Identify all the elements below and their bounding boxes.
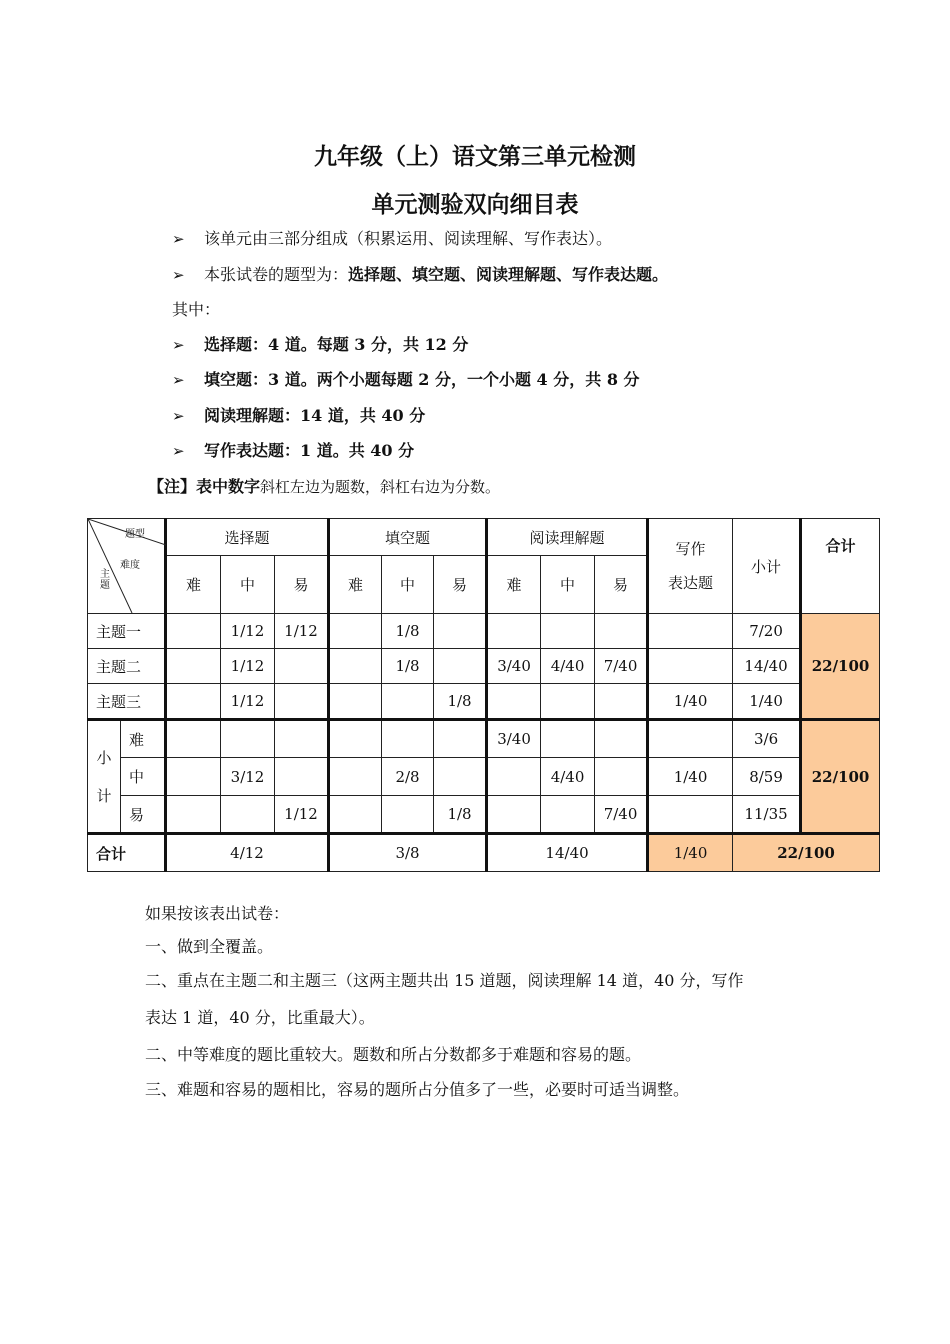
table-cell: 1/40 [648,684,733,720]
total-fill: 3/8 [329,834,487,872]
arrow-icon: ➢ [172,266,185,284]
table-cell: 1/8 [434,684,487,720]
table-row [88,720,880,758]
conclusion-line-5: 三、难题和容易的题相比，容易的题所占分值多了一些，必要时可适当调整。 [145,1080,690,1099]
table-cell: 2/8 [382,758,434,796]
table-cell [434,720,487,758]
conclusion-line-4: 二、中等难度的题比重较大。题数和所占分数都多于难题和容易的题。 [145,1045,642,1064]
table-cell [329,614,382,649]
table-cell [275,649,329,684]
header-level-1-2: 易 [434,556,487,614]
topic-label: 主题一 [88,614,166,649]
table-cell: 4/40 [541,649,595,684]
intro-bullet-3: ➢ 选择题：4 道。每题 3 分，共 12 分 [172,335,469,354]
header-level-0-0: 难 [166,556,221,614]
table-cell [329,684,382,720]
table-cell [166,649,221,684]
table-cell: 1/8 [382,649,434,684]
table-cell [595,684,648,720]
header-choice: 选择题 [166,519,329,556]
arrow-icon: ➢ [172,371,185,389]
arrow-icon: ➢ [172,230,185,248]
table-cell: 14/40 [733,649,801,684]
table-cell: 1/12 [221,614,275,649]
table-cell [329,758,382,796]
table-cell [595,720,648,758]
table-cell [595,614,648,649]
subtotal-group-label: 小 计 [88,720,121,834]
table-cell [329,720,382,758]
table-cell: 3/40 [487,720,541,758]
intro-bullet-5: ➢ 阅读理解题：14 道，共 40 分 [172,406,426,425]
table-cell: 7/40 [595,649,648,684]
header-reading: 阅读理解题 [487,519,648,556]
subtotal-total: 22/100 [801,720,880,834]
intro-bullet-2: ➢ 本张试卷的题型为：选择题、填空题、阅读理解题、写作表达题。 [172,265,669,284]
table-row [88,758,880,796]
table-cell [275,720,329,758]
header-writing: 写作 表达题 [648,519,733,614]
table-cell [166,614,221,649]
table-cell [166,758,221,796]
header-level-0-1: 中 [221,556,275,614]
table-cell [166,720,221,758]
intro-bullet-1: ➢ 该单元由三部分组成（积累运用、阅读理解、写作表达）。 [172,229,613,248]
table-cell [648,649,733,684]
header-level-2-2: 易 [595,556,648,614]
table-cell [487,614,541,649]
table-cell [221,796,275,834]
table-cell [595,758,648,796]
table-cell [541,796,595,834]
topic-label: 主题二 [88,649,166,684]
corner-difficulty: 难度 [120,560,140,571]
table-cell [382,796,434,834]
table-row [88,796,880,834]
table-cell: 4/40 [541,758,595,796]
table-cell: 3/40 [487,649,541,684]
table-cell [434,614,487,649]
level-label: 难 [121,720,166,758]
corner-type: 题型 [125,529,145,540]
table-cell [541,684,595,720]
table-cell [166,684,221,720]
topic-total: 22/100 [801,614,880,720]
arrow-icon: ➢ [172,442,185,460]
conclusion-line-3: 表达 1 道，40 分，比重最大）。 [145,1008,375,1027]
table-cell [487,796,541,834]
header-level-2-1: 中 [541,556,595,614]
table-cell [329,796,382,834]
table-cell: 1/12 [221,684,275,720]
table-cell: 3/6 [733,720,801,758]
conclusion-line-1: 一、做到全覆盖。 [145,937,274,956]
table-cell: 3/12 [221,758,275,796]
conclusion-line-0: 如果按该表出试卷： [145,904,290,923]
total-choice: 4/12 [166,834,329,872]
total-grand: 22/100 [733,834,880,872]
table-cell [382,684,434,720]
page-title: 九年级（上）语文第三单元检测 [314,144,636,170]
page-subtitle: 单元测验双向细目表 [371,192,579,218]
table-cell [541,720,595,758]
table-cell [434,758,487,796]
total-row-label: 合计 [88,834,166,872]
total-reading: 14/40 [487,834,648,872]
table-row [88,614,880,649]
table-cell [221,720,275,758]
table-cell [166,796,221,834]
header-subtotal: 小计 [733,519,801,614]
table-cell: 1/40 [648,758,733,796]
header-level-2-0: 难 [487,556,541,614]
table-cell: 1/12 [275,796,329,834]
level-label: 中 [121,758,166,796]
topic-label: 主题三 [88,684,166,720]
header-total: 合计 [801,519,880,614]
intro-bullet-4: ➢ 填空题：3 道。两个小题每题 2 分，一个小题 4 分，共 8 分 [172,370,640,389]
table-cell [275,758,329,796]
table-note: 【注】表中数字斜杠左边为题数，斜杠右边为分数。 [148,477,501,496]
header-level-1-0: 难 [329,556,382,614]
table-cell [487,684,541,720]
table-cell: 1/12 [275,614,329,649]
table-cell [648,614,733,649]
total-writing: 1/40 [648,834,733,872]
table-cell [382,720,434,758]
table-cell: 1/8 [382,614,434,649]
header-level-1-1: 中 [382,556,434,614]
level-label: 易 [121,796,166,834]
detail-table [87,518,880,872]
table-cell: 7/40 [595,796,648,834]
table-cell [648,796,733,834]
table-cell [329,649,382,684]
table-cell: 8/59 [733,758,801,796]
table-cell: 7/20 [733,614,801,649]
table-cell [275,684,329,720]
table-row [88,684,880,720]
intro-bullet-6: ➢ 写作表达题：1 道。共 40 分 [172,441,415,460]
table-cell [487,758,541,796]
table-cell: 1/40 [733,684,801,720]
diagonal-header [88,519,166,614]
arrow-icon: ➢ [172,407,185,425]
arrow-icon: ➢ [172,336,185,354]
table-cell: 1/12 [221,649,275,684]
corner-topic: 主题 [100,569,110,591]
table-cell: 11/35 [733,796,801,834]
table-cell [648,720,733,758]
table-cell: 1/8 [434,796,487,834]
header-fill: 填空题 [329,519,487,556]
intro-among: 其中： [172,300,221,319]
header-level-0-2: 易 [275,556,329,614]
table-cell [434,649,487,684]
conclusion-line-2: 二、重点在主题二和主题三（这两主题共出 15 道题，阅读理解 14 道，40 分，写作 [145,971,744,990]
table-cell [541,614,595,649]
table-row [88,649,880,684]
